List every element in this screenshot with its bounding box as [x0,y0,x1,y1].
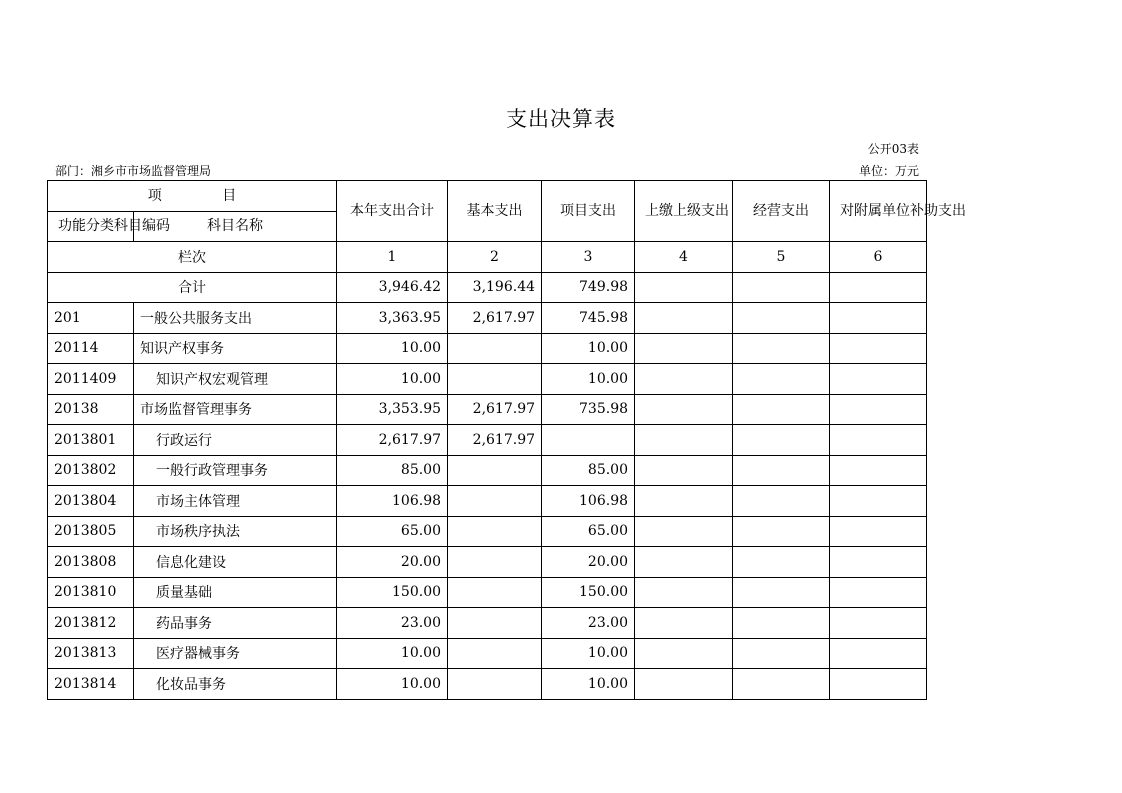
amount-cell [448,608,542,639]
amount-cell [733,547,830,578]
total-value [830,272,927,303]
form-number: 公开03表 [867,142,919,156]
subject-code: 2013813 [48,638,134,669]
table-row [48,486,927,517]
amount-cell: 10.00 [337,333,448,364]
amount-cell: 106.98 [337,486,448,517]
lanci-cell: 4 [635,242,733,273]
amount-cell [830,669,927,700]
amount-cell [635,669,733,700]
header-col-5: 经营支出 [733,181,830,242]
amount-cell [448,669,542,700]
subject-name: 一般行政管理事务 [134,455,337,486]
subject-name: 化妆品事务 [134,669,337,700]
amount-cell [448,547,542,578]
table-row [48,669,927,700]
total-value: 3,196.44 [448,272,542,303]
amount-cell [733,364,830,395]
amount-cell [733,425,830,456]
amount-cell [830,425,927,456]
amount-cell: 85.00 [542,455,635,486]
subject-code: 2013808 [48,547,134,578]
amount-cell [448,455,542,486]
amount-cell: 10.00 [337,638,448,669]
subject-name: 一般公共服务支出 [134,303,337,334]
amount-cell [830,638,927,669]
table-row [48,577,927,608]
table-row [48,547,927,578]
header-col-2: 基本支出 [448,181,542,242]
total-value [733,272,830,303]
subject-code: 20138 [48,394,134,425]
subject-code: 2013814 [48,669,134,700]
amount-cell [733,486,830,517]
amount-cell: 10.00 [337,669,448,700]
amount-cell: 65.00 [337,516,448,547]
amount-cell [635,486,733,517]
header-col-4: 上缴上级支出 [635,181,733,242]
amount-cell [448,486,542,517]
subject-code: 2013812 [48,608,134,639]
amount-cell: 23.00 [337,608,448,639]
amount-cell [830,455,927,486]
amount-cell [733,608,830,639]
header-col-3: 项目支出 [542,181,635,242]
amount-cell [830,333,927,364]
header-func-code: 功能分类科目编码 [48,211,134,242]
total-label: 合计 [48,272,337,303]
amount-cell [542,425,635,456]
amount-cell [448,333,542,364]
amount-cell [635,364,733,395]
amount-cell [635,455,733,486]
subject-code: 20114 [48,333,134,364]
amount-cell [635,547,733,578]
amount-cell: 3,363.95 [337,303,448,334]
amount-cell: 65.00 [542,516,635,547]
amount-cell [830,516,927,547]
amount-cell: 20.00 [337,547,448,578]
amount-cell [635,303,733,334]
amount-cell [733,455,830,486]
amount-cell: 10.00 [542,364,635,395]
amount-cell: 23.00 [542,608,635,639]
lanci-cell: 5 [733,242,830,273]
amount-cell: 2,617.97 [448,425,542,456]
amount-cell [448,364,542,395]
amount-cell [830,486,927,517]
amount-cell [830,608,927,639]
amount-cell [635,608,733,639]
header-item: 项 目 [147,187,265,204]
amount-cell [635,577,733,608]
amount-cell [733,669,830,700]
total-value: 3,946.42 [337,272,448,303]
header-col-1: 本年支出合计 [337,181,448,242]
header-subject-name: 科目名称 [134,211,337,242]
header-col-6: 对附属单位补助支出 [830,181,927,242]
amount-cell: 85.00 [337,455,448,486]
report-title: 支出决算表 [506,107,616,131]
amount-cell: 10.00 [542,333,635,364]
subject-name: 市场主体管理 [134,486,337,517]
amount-cell: 3,353.95 [337,394,448,425]
table-row [48,425,927,456]
amount-cell [733,303,830,334]
amount-cell: 106.98 [542,486,635,517]
subject-code: 2011409 [48,364,134,395]
amount-cell [635,638,733,669]
amount-cell [448,516,542,547]
amount-cell: 10.00 [542,638,635,669]
unit-label: 单位：万元 [858,164,919,178]
total-value: 749.98 [542,272,635,303]
lanci-cell: 1 [337,242,448,273]
amount-cell: 10.00 [542,669,635,700]
subject-name: 质量基础 [134,577,337,608]
amount-cell [733,394,830,425]
amount-cell [830,303,927,334]
table-row [48,638,927,669]
subject-code: 201 [48,303,134,334]
amount-cell [635,516,733,547]
table-row [48,303,927,334]
table-row [48,333,927,364]
total-row [48,272,927,303]
amount-cell: 2,617.97 [337,425,448,456]
amount-cell: 2,617.97 [448,303,542,334]
amount-cell: 150.00 [542,577,635,608]
amount-cell [733,333,830,364]
table-row [48,455,927,486]
subject-name: 信息化建设 [134,547,337,578]
table-row [48,364,927,395]
table-row [48,394,927,425]
lanci-row [48,242,927,273]
header-row-1 [48,181,927,212]
amount-cell [448,577,542,608]
lanci-cell: 2 [448,242,542,273]
amount-cell [733,516,830,547]
subject-name: 知识产权宏观管理 [134,364,337,395]
amount-cell [830,364,927,395]
amount-cell [635,333,733,364]
amount-cell [635,394,733,425]
amount-cell [830,394,927,425]
amount-cell: 745.98 [542,303,635,334]
subject-code: 2013804 [48,486,134,517]
amount-cell [830,577,927,608]
department-label: 部门：湘乡市市场监督管理局 [55,164,212,178]
subject-code: 2013805 [48,516,134,547]
amount-cell: 150.00 [337,577,448,608]
subject-name: 行政运行 [134,425,337,456]
subject-code: 2013802 [48,455,134,486]
amount-cell: 735.98 [542,394,635,425]
lanci-cell: 3 [542,242,635,273]
subject-name: 市场监督管理事务 [134,394,337,425]
lanci-cell: 6 [830,242,927,273]
lanci-label: 栏次 [48,242,337,273]
amount-cell: 20.00 [542,547,635,578]
subject-code: 2013801 [48,425,134,456]
amount-cell [635,425,733,456]
subject-name: 医疗器械事务 [134,638,337,669]
amount-cell [448,638,542,669]
expenditure-table [47,180,967,700]
amount-cell [830,547,927,578]
amount-cell: 10.00 [337,364,448,395]
subject-code: 2013810 [48,577,134,608]
amount-cell: 2,617.97 [448,394,542,425]
subject-name: 知识产权事务 [134,333,337,364]
amount-cell [733,638,830,669]
amount-cell [733,577,830,608]
subject-name: 市场秩序执法 [134,516,337,547]
total-value [635,272,733,303]
table-row [48,608,927,639]
subject-name: 药品事务 [134,608,337,639]
header-item-cell [48,181,337,212]
table-row [48,516,927,547]
